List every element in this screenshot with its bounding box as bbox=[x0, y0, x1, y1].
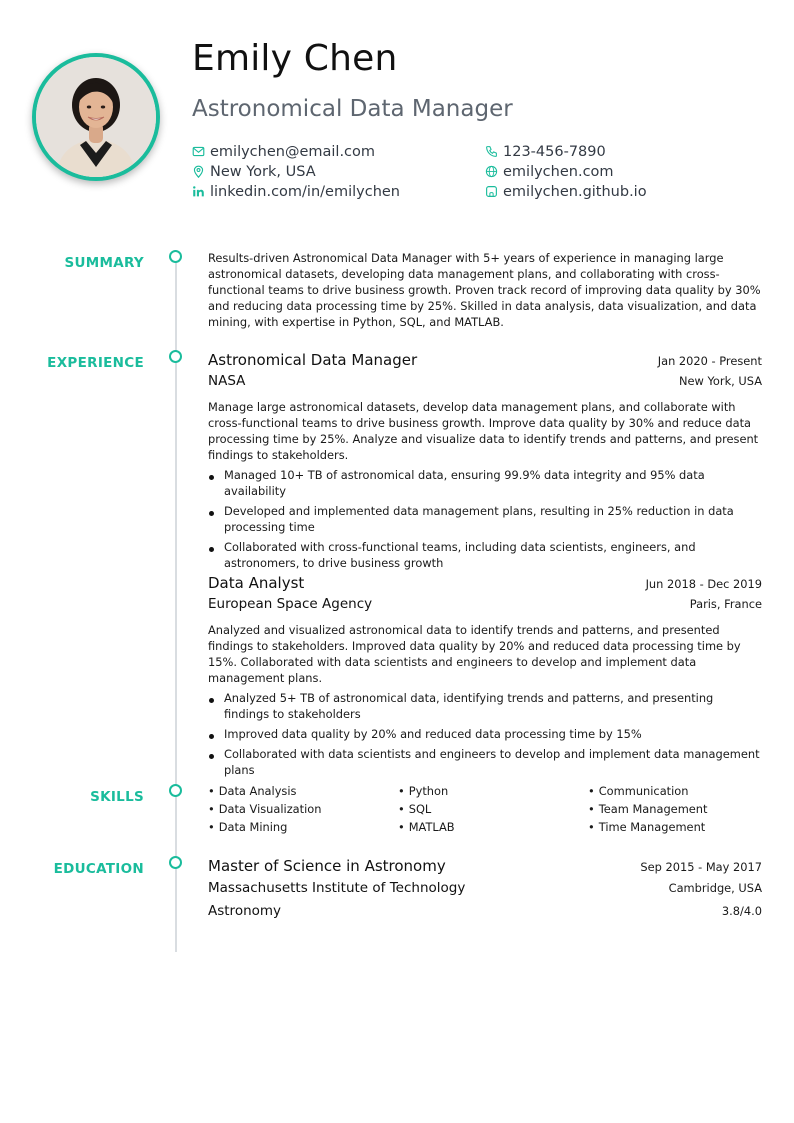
list-item: Developed and implemented data management plans, resulting in 25% reduction in data processing time bbox=[208, 503, 762, 535]
summary-timeline-dot bbox=[169, 250, 182, 263]
job-achievements bbox=[208, 467, 762, 571]
contact-location bbox=[192, 162, 485, 181]
experience-section bbox=[208, 351, 762, 571]
list-item: Managed 10+ TB of astronomical data, ensuring 99.9% data integrity and 95% data availability bbox=[208, 467, 762, 499]
experience-section-2 bbox=[208, 574, 762, 778]
contact-phone-text: 123-456-7890 bbox=[503, 143, 606, 160]
avatar bbox=[36, 57, 156, 177]
job-location: New York, USA bbox=[679, 374, 762, 388]
list-item: Improved data quality by 20% and reduced data processing time by 15% bbox=[208, 726, 762, 742]
list-item: Analyzed 5+ TB of astronomical data, identifying trends and patterns, and presenting findings to stakeholders bbox=[208, 690, 762, 722]
job-title: Data Analyst bbox=[208, 574, 305, 592]
skills-heading: SKILLS bbox=[90, 789, 144, 805]
list-item: Collaborated with data scientists and engineers to develop and implement data management plans bbox=[208, 746, 762, 778]
skills-grid bbox=[208, 784, 762, 834]
job-dates: Jun 2018 - Dec 2019 bbox=[645, 577, 762, 591]
job-entry bbox=[208, 574, 762, 778]
job-dates: Jan 2020 - Present bbox=[657, 354, 762, 368]
field-of-study: Astronomy bbox=[208, 903, 282, 919]
timeline-line bbox=[175, 262, 177, 952]
contact-linkedin[interactable] bbox=[192, 182, 485, 201]
github-icon bbox=[485, 185, 498, 198]
experience-heading: EXPERIENCE bbox=[47, 355, 144, 371]
candidate-title: Astronomical Data Manager bbox=[192, 96, 513, 122]
phone-icon bbox=[485, 145, 498, 158]
job-title: Astronomical Data Manager bbox=[208, 351, 418, 369]
contact-website-text: emilychen.com bbox=[503, 163, 614, 180]
contact-phone[interactable] bbox=[485, 142, 765, 161]
globe-icon bbox=[485, 165, 498, 178]
contact-linkedin-text: linkedin.com/in/emilychen bbox=[210, 183, 400, 200]
job-company: NASA bbox=[208, 373, 246, 389]
candidate-name: Emily Chen bbox=[192, 38, 398, 79]
summary-text: Results-driven Astronomical Data Manager with 5+ years of experience in managing large astronomical datasets, developing data management plans, and collaborating with cross-functional teams to drive business growth. Proven track record of improving data quality by 30% and reducing data processing time by 25%. Skilled in data analysis, data visualization, and data mining, with expertise in Python, SQL, and MATLAB. bbox=[208, 251, 761, 329]
skill-item: • Time Management bbox=[588, 820, 762, 834]
skill-item: • Data Analysis bbox=[208, 784, 398, 798]
skill-item: • MATLAB bbox=[398, 820, 588, 834]
education-dates: Sep 2015 - May 2017 bbox=[640, 860, 762, 874]
skill-item: • Python bbox=[398, 784, 588, 798]
contact-email[interactable] bbox=[192, 142, 485, 161]
job-company: European Space Agency bbox=[208, 596, 373, 612]
degree-title: Master of Science in Astronomy bbox=[208, 857, 446, 875]
linkedin-icon bbox=[192, 185, 205, 198]
summary-heading: SUMMARY bbox=[64, 255, 144, 271]
skill-item: • Data Mining bbox=[208, 820, 398, 834]
list-item: Collaborated with cross-functional teams, including data scientists, engineers, and astronomers, to drive business growth bbox=[208, 539, 762, 571]
location-pin-icon bbox=[192, 165, 205, 178]
contact-list bbox=[192, 142, 772, 201]
contact-website[interactable] bbox=[485, 162, 765, 181]
school-location: Cambridge, USA bbox=[668, 881, 762, 895]
contact-email-text: emilychen@email.com bbox=[210, 143, 376, 160]
summary-section bbox=[208, 250, 762, 330]
skill-item: • Team Management bbox=[588, 802, 762, 816]
profile-photo bbox=[32, 53, 160, 181]
education-heading: EDUCATION bbox=[53, 861, 144, 877]
skills-timeline-dot bbox=[169, 784, 182, 797]
job-location: Paris, France bbox=[689, 597, 762, 611]
mail-icon bbox=[192, 145, 205, 158]
job-entry bbox=[208, 351, 762, 571]
skill-item: • Data Visualization bbox=[208, 802, 398, 816]
education-timeline-dot bbox=[169, 856, 182, 869]
job-description: Manage large astronomical datasets, develop data management plans, and collaborate with cross-functional teams to drive business growth. Improve data quality by 30% and reduce data processing time by 25%. Analyze and visualize data to identify trends and patterns, and present findings to stakeholders. bbox=[208, 400, 759, 462]
school-name: Massachusetts Institute of Technology bbox=[208, 880, 466, 896]
education-section bbox=[208, 857, 762, 926]
experience-timeline-dot bbox=[169, 350, 182, 363]
contact-location-text: New York, USA bbox=[210, 163, 316, 180]
skills-section bbox=[208, 784, 762, 834]
contact-github-text: emilychen.github.io bbox=[503, 183, 647, 200]
contact-github[interactable] bbox=[485, 182, 765, 201]
skill-item: • Communication bbox=[588, 784, 762, 798]
job-description: Analyzed and visualized astronomical data to identify trends and patterns, and presented findings to stakeholders. Improved data quality by 20% and reduced data processing time by 15%. Collaborated with data scientists and engineers to develop and implement data management plans. bbox=[208, 623, 741, 685]
job-achievements bbox=[208, 690, 762, 778]
gpa: 3.8/4.0 bbox=[721, 904, 762, 918]
skill-item: • SQL bbox=[398, 802, 588, 816]
